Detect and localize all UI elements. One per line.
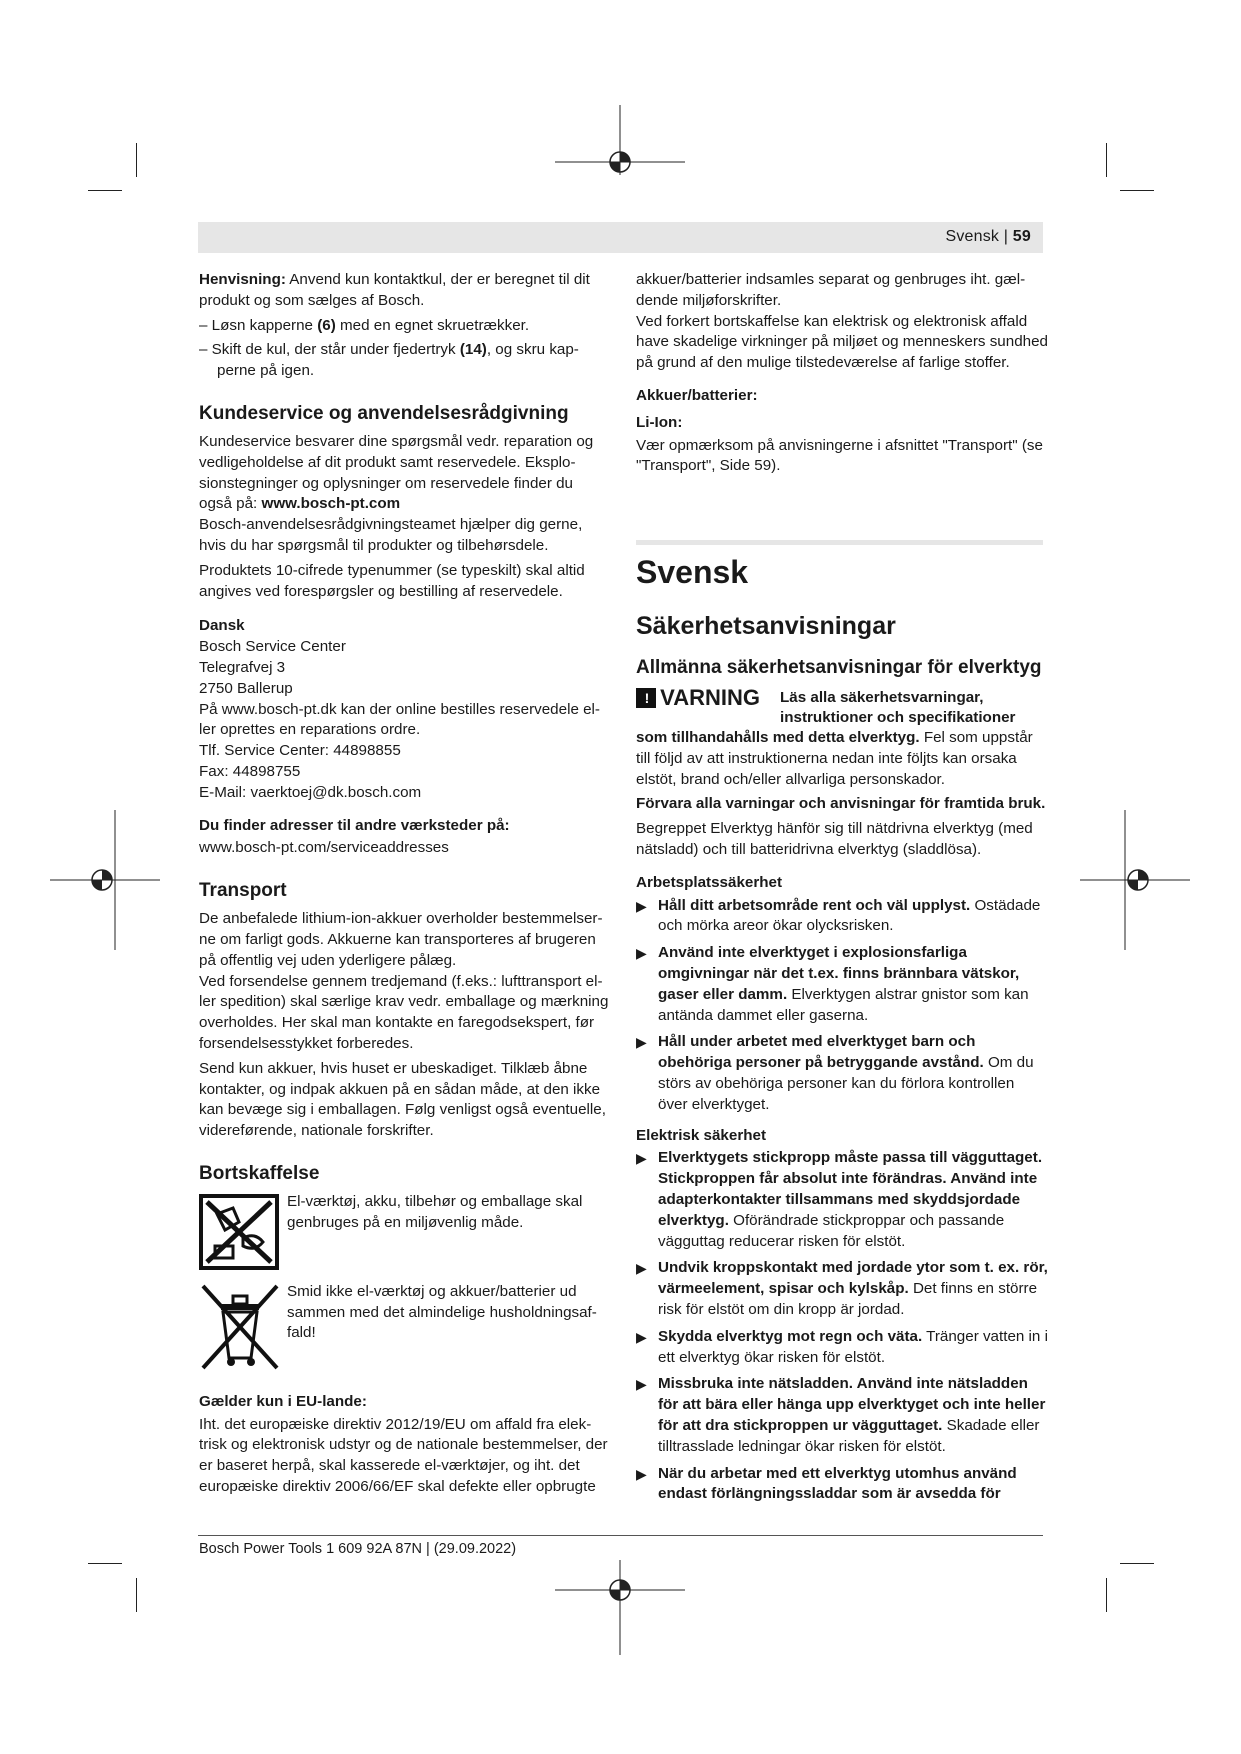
step-2-ref: (14): [459, 341, 487, 359]
header-separator: |: [999, 228, 1013, 245]
bullet-arrow-icon: ▶: [636, 897, 647, 914]
step-1-ref: (6): [317, 316, 336, 334]
list-item-text: Elverktygen alstrar gnistor som kan antända dammet eller gaserna.: [658, 985, 1029, 1024]
bullet-arrow-icon: ▶: [636, 1150, 647, 1167]
liion-paragraph: Vær opmærksom på anvisningerne i afsnittet "Transport" (se "Transport", Side 59).: [636, 436, 1043, 475]
crop-mark: [88, 1563, 122, 1564]
right-column-swedish: [636, 552, 1048, 1511]
workplace-title: Arbetsplatssäkerhet: [636, 873, 783, 891]
transport-paragraph-1: De anbefalede lithium-ion-akkuer overholder bestemmelser-ne om farligt gods. Akkuerne kan transporteres af brugeren på offentlig vej uden yderligere pålæg.: [199, 910, 603, 969]
note-paragraph: [199, 270, 609, 312]
address-line: Telegrafvej 3: [199, 658, 286, 676]
registration-mark-right: [1080, 810, 1190, 950]
crop-mark: [136, 1578, 137, 1612]
step-2: [199, 340, 609, 382]
warning-paragraph: [636, 728, 1048, 790]
safety-title: Säkerhetsanvisningar: [636, 612, 896, 640]
other-addresses-label: Du finder adresser til andre værksteder på:: [199, 816, 510, 834]
bullet-arrow-icon: ▶: [636, 945, 647, 962]
continued-paragraph-1: akkuer/batterier indsamles separat og genbruges iht. gæl-dende miljøforskrifter.: [636, 271, 1026, 309]
header-language: Svensk: [945, 228, 1000, 245]
page-number: 59: [1012, 228, 1031, 245]
list-item: [636, 943, 1048, 1026]
bullet-arrow-icon: ▶: [636, 1328, 647, 1345]
header-label: [945, 228, 1031, 246]
disposal-text-1: El-værktøj, akku, tilbehør og emballage skal genbruges på en miljøvenlig måde.: [287, 1192, 583, 1231]
list-item-bold: Undvik kroppskontakt med jordade ytor som t. ex. rör, värmeelement, spisar och kylskåp.: [658, 1259, 1048, 1298]
registration-mark-left: [50, 810, 160, 950]
list-item-text: Om du störs av obehöriga personer kan du förlora kontrollen över elverktyget.: [658, 1054, 1034, 1113]
step-2-text: – Skift de kul, der står under fjedertryk: [199, 341, 460, 359]
service-url-link[interactable]: www.bosch-pt.com: [261, 495, 401, 513]
list-item-bold: Missbruka inte nätsladden. Använd inte nätsladden för att bära eller hänga upp elverktyget och inte heller för att dra stickproppen ur vägguttaget.: [658, 1375, 1046, 1434]
list-item: [636, 1327, 1048, 1369]
left-column: [199, 270, 609, 1502]
transport-paragraph-2: Ved forsendelse gennem tredjemand (f.eks.: lufttransport el-ler spedition) skal særlige krav vedr. emballage og mærkning overholdes. Her skal man kontakte en faregodsekspert, før forsendelsesstykket forberedes.: [199, 972, 609, 1052]
warning-text: Fel som uppstår till följd av att instruktionerna nedan inte följts kan orsaka elstöt, brand och/eller allvarliga personskador.: [636, 729, 1033, 788]
other-addresses-url[interactable]: www.bosch-pt.com/serviceaddresses: [199, 839, 449, 857]
section-divider: [636, 540, 1043, 545]
warning-lead-end: som tillhandahålls med detta elverktyg.: [636, 729, 920, 746]
transport-heading: Transport: [199, 880, 287, 902]
crop-mark: [136, 143, 137, 177]
address-line: E-Mail: vaerktoej@dk.bosch.com: [199, 783, 422, 801]
address-line: Tlf. Service Center: 44898855: [199, 742, 401, 760]
bullet-arrow-icon: ▶: [636, 1034, 647, 1051]
continued-paragraph-2: Ved forkert bortskaffelse kan elektrisk og elektronisk affald have skadelige virkninger på miljøet og menneskers sundhed på grund af den mulige tilstedeværelse af farlige stoffer.: [636, 312, 1048, 372]
list-item-text: Tränger vatten in i ett elverktyg ökar risken för elstöt.: [658, 1327, 1048, 1366]
address-block: [199, 637, 609, 803]
list-item-bold: Skydda elverktyg mot regn och väta.: [658, 1327, 923, 1345]
bullet-arrow-icon: ▶: [636, 1465, 647, 1482]
service-paragraph-3: Produktets 10-cifrede typenummer (se typeskilt) skal altid angives ved forespørgsler og bestilling af reservedele.: [199, 561, 585, 600]
right-column: [636, 270, 1048, 481]
eu-label: Gælder kun i EU-lande:: [199, 1392, 367, 1410]
page-footer: Bosch Power Tools 1 609 92A 87N | (29.09.2022): [199, 1541, 517, 1557]
service-heading: Kundeservice og anvendelsesrådgivning: [199, 402, 569, 424]
list-item-bold: Elverktygets stickpropp måste passa till vägguttaget. Stickproppen får absolut inte förändras. Använd inte adapterkontakter tillsammans med skyddsjordade elverktyg.: [658, 1149, 1043, 1229]
disposal-row-2: [199, 1282, 609, 1386]
registration-mark-top: [555, 105, 685, 205]
step-1-text: – Løsn kapperne: [199, 316, 318, 334]
address-line: 2750 Ballerup: [199, 679, 293, 697]
keep-instructions: Förvara alla varningar och anvisningar för framtida bruk.: [636, 795, 1046, 813]
battery-label: Akkuer/batterier:: [636, 386, 758, 404]
crop-mark: [1106, 143, 1107, 177]
list-item: [636, 1032, 1048, 1115]
warning-badge: [636, 685, 760, 710]
registration-mark-bottom: [555, 1560, 685, 1660]
list-item-bold: Håll under arbetet med elverktyget barn och obehöriga personer på betryggande avstånd.: [658, 1033, 984, 1072]
warning-label: VARNING: [660, 685, 760, 710]
list-item: [636, 1258, 1048, 1320]
list-item-text: Oförändrade stickproppar och passande vägguttag reducerar risken för elstöt.: [658, 1211, 1005, 1250]
electrical-title: Elektrisk säkerhet: [636, 1126, 767, 1144]
list-item: [636, 1148, 1048, 1252]
note-label: Henvisning:: [199, 271, 286, 288]
warning-block: [636, 685, 1048, 728]
disposal-row-1: [199, 1192, 609, 1276]
recycle-tools-icon: [199, 1194, 279, 1270]
note-text: Anvend kun kontaktkul, der er beregnet til dit produkt og som sælges af Bosch.: [199, 271, 590, 309]
warning-icon: !: [636, 688, 656, 708]
list-item-text: Det finns en större risk för elstöt om din kropp är jordad.: [658, 1280, 1038, 1318]
list-item-bold: Håll ditt arbetsområde rent och väl upplyst.: [658, 896, 971, 914]
list-item-text: Skadade eller tilltrasslade ledningar ökar risken för elstöt.: [658, 1416, 1040, 1455]
list-item: [636, 1374, 1048, 1457]
eu-paragraph: Iht. det europæiske direktiv 2012/19/EU om affald fra elek-trisk og elektronisk udstyr og de nationale bestemmelser, der er baseret herpå, skal kasserede el-værktøjer, og iht. det europæiske direktiv 2006/66/EF skal defekte eller opbrugte: [199, 1415, 608, 1496]
service-paragraph-1: [199, 432, 609, 515]
crop-mark: [1106, 1578, 1107, 1612]
address-line: Fax: 44898755: [199, 762, 301, 780]
crop-mark: [1120, 1563, 1154, 1564]
page-header: [198, 222, 1043, 253]
crossed-out-bin-icon: [199, 1282, 281, 1372]
crop-mark: [88, 190, 122, 191]
step-1: [199, 316, 609, 337]
address-line: På www.bosch-pt.dk kan der online bestilles reservedele el-ler oprettes en reparations ordre.: [199, 700, 600, 739]
step-2-text-end: , og skru kap-perne på igen.: [217, 341, 579, 380]
general-safety-title: Allmänna säkerhetsanvisningar för elverktyg: [636, 657, 1042, 678]
list-item-text: Ostädade och mörka areor ökar olycksrisken.: [658, 896, 1041, 935]
liion-label: Li-Ion:: [636, 413, 683, 431]
address-line: Bosch Service Center: [199, 638, 346, 656]
list-item: [636, 1464, 1048, 1506]
list-item-bold: När du arbetar med ett elverktyg utomhus använd endast förlängningssladdar som är avsedda för: [658, 1464, 1017, 1503]
warning-lead: Läs alla säkerhetsvarningar, instruktioner och specifikationer: [780, 689, 1016, 726]
service-paragraph-2: Bosch-anvendelsesrådgivningsteamet hjælper dig gerne, hvis du har spørgsmål til produkter og tilbehørsdele.: [199, 516, 583, 554]
step-1-text-end: med en egnet skruetrækker.: [335, 316, 530, 334]
transport-paragraph-3: Send kun akkuer, hvis huset er ubeskadiget. Tilklæb åbne kontakter, og indpak akkuen på en sådan måde, at den ikke kan bevæge sig i emballagen. Følg venligst også eventuelle, videreførende, nationale forskrifter.: [199, 1059, 606, 1140]
address-label: Dansk: [199, 617, 245, 635]
bullet-arrow-icon: ▶: [636, 1260, 647, 1277]
crop-mark: [1120, 190, 1154, 191]
list-item: [636, 896, 1048, 938]
service-text: Kundeservice besvarer dine spørgsmål vedr. reparation og vedligeholdelse af dit produkt samt reservedele. Eksplo-sionstegninger og oplysninger om reservedele finder du også på:: [199, 432, 594, 513]
workplace-list: [636, 896, 1048, 1116]
disposal-text-2: Smid ikke el-værktøj og akkuer/batterier ud sammen med det almindelige husholdningsaf-fald!: [287, 1282, 597, 1342]
disposal-heading: Bortskaffelse: [199, 1162, 320, 1184]
footer-rule: [198, 1535, 1043, 1536]
electrical-list: [636, 1148, 1048, 1505]
term-definition: Begreppet Elverktyg hänför sig till nätdrivna elverktyg (med nätsladd) och till batteridrivna elverktyg (sladdlösa).: [636, 820, 1033, 858]
bullet-arrow-icon: ▶: [636, 1376, 647, 1393]
language-title: Svensk: [636, 554, 749, 590]
list-item-bold: Använd inte elverktyget i explosionsfarliga omgivningar när det t.ex. finns brännbara vätskor, gaser eller damm.: [658, 944, 1020, 1003]
